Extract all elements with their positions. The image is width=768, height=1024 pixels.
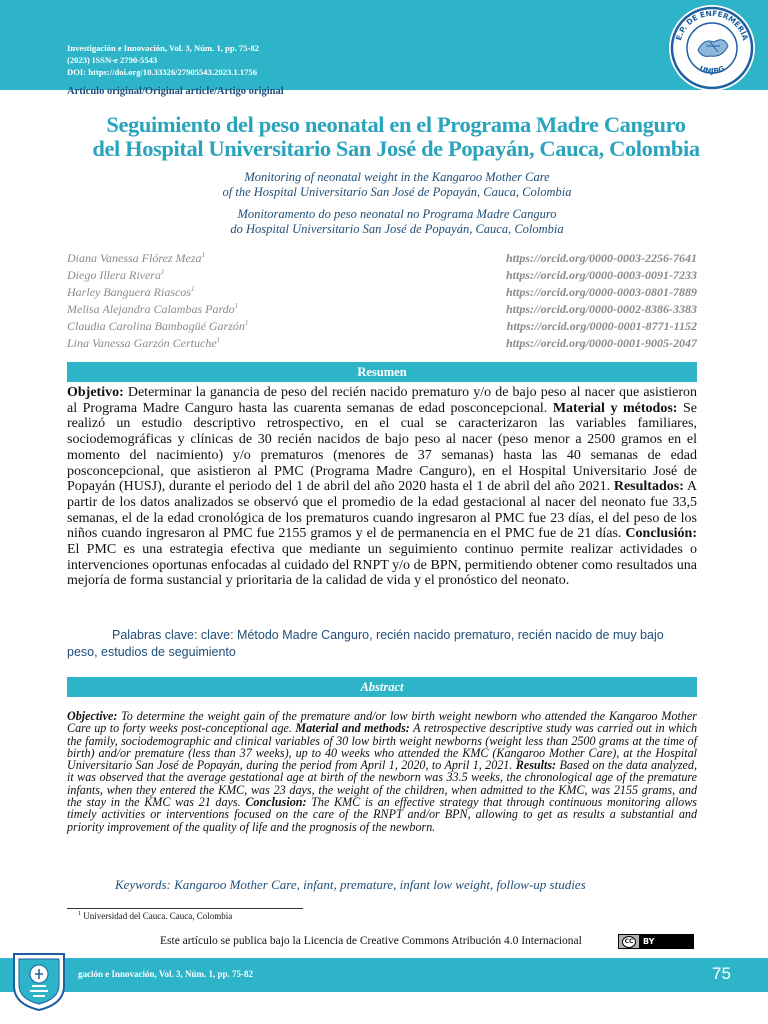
footnote-divider <box>67 908 303 909</box>
subtitle-en-line-1: Monitoring of neonatal weight in the Kangaroo Mother Care <box>244 170 550 184</box>
title-line-1: Seguimiento del peso neonatal en el Programa Madre Canguro <box>106 112 686 137</box>
subtitle-portuguese <box>60 207 734 237</box>
author-name: Claudia Carolina Bambagüé Garzón$^1$ <box>67 319 249 333</box>
resumen-heading: Resumen <box>67 362 697 382</box>
author-name: Melisa Alejandra Calambas Pardo$^1$ <box>67 302 239 316</box>
logo-text-top: E.P. DE ENFERMERÍA <box>674 8 750 42</box>
journal-citation: Investigación e Innovación, Vol. 3, Núm. 1, pp. 75-82 <box>67 43 259 53</box>
author-list <box>67 251 697 353</box>
journal-info <box>67 42 259 78</box>
resumen-text: Objetivo: Determinar la ganancia de peso del recién nacido prematuro y/o de bajo peso al nacer que asistieron al Programa Madre Canguro hasta las cuarenta semanas de edad posconcepcional. Material y métodos: Se realizó un estudio descriptivo retrospectivo, en el cual se caracterizaron las variables familiares, sociodemográficas y clínicas de 30 recién nacidos de bajo peso al nacer (peso menor a 2500 gramos en el momento del nacimiento) y/o prematuros (menores de 37 semanas) hasta las 40 semanas de edad posconcepcional, que asistieron al PMC (Programa Madre Canguro), en el Hospital Universitario José de Popayán (HUSJ), durante el periodo del 1 de abril del año 2020 hasta el 1 de abril del año 2021. Resultados: A partir de los datos analizados se observó que el promedio de la edad gestacional al nacer del neonato fue 33,5 semanas, el de la edad cronológica de los prematuros cuando ingresaron al PMC fue 23 días, el del peso de los niños cuando ingresaron al PMC fue 2155 gramos y el de permanencia en el PMC fue de 21 días. Conclusión: El PMC es una estrategia efectiva que mediante un seguimiento continuo permite realizar actividades o intervenciones oportunas enfocadas al cuidado del RNPT y/o de BPN, permitiendo obtener como resultados una mejoría de forma sustancial y prioritaria de la calidad de vida y el pronóstico del neonato. <box>67 385 697 589</box>
subtitle-pt-line-2: do Hospital Universitario San José de Popayán, Cauca, Colombia <box>230 222 564 236</box>
license-text: Este artículo se publica bajo la Licencia de Creative Commons Atribución 4.0 Internacional <box>160 935 582 947</box>
keywords-english: Keywords: Kangaroo Mother Care, infant, premature, infant low weight, follow-up studies <box>115 877 586 892</box>
author-row <box>67 319 697 336</box>
author-name: Harley Banguera Riascos$^1$ <box>67 285 195 299</box>
page-number: 75 <box>712 964 731 983</box>
author-orcid-link[interactable]: https://orcid.org/0000-0003-0091-7233 <box>506 268 697 282</box>
author-orcid-link[interactable]: https://orcid.org/0000-0003-2256-7641 <box>506 251 697 265</box>
article-type: Artículo original/Original article/Artigo original <box>67 86 284 97</box>
cc-by-badge[interactable] <box>618 934 694 949</box>
subtitle-english <box>60 170 734 200</box>
university-crest-icon <box>10 950 68 1012</box>
nursing-school-logo <box>666 2 758 94</box>
subtitle-pt-line-1: Monitoramento do peso neonatal no Programa Madre Canguro <box>237 207 557 221</box>
subtitle-en-line-2: of the Hospital Universitario San José de Popayán, Cauca, Colombia <box>222 185 572 199</box>
author-row <box>67 285 697 302</box>
title-line-2: del Hospital Universitario San José de Popayán, Cauca, Colombia <box>92 136 700 161</box>
author-orcid-link[interactable]: https://orcid.org/0000-0003-0801-7889 <box>506 285 697 299</box>
author-orcid-link[interactable]: https://orcid.org/0000-0002-8386-3383 <box>506 302 697 316</box>
author-row <box>67 268 697 285</box>
footer-journal-info: gación e Innovación, Vol. 3, Núm. 1, pp. 75-82 <box>78 969 254 979</box>
footnote: $^1$ Universidad del Cauca. Cauca, Colombia <box>78 911 233 921</box>
journal-doi[interactable]: DOI: https://doi.org/10.33326/27905543.2023.1.1756 <box>67 67 258 77</box>
author-name: Lina Vanessa Garzón Certuche$^1$ <box>67 336 221 350</box>
logo-text-bottom: UNJBG <box>698 63 726 76</box>
author-orcid-link[interactable]: https://orcid.org/0000-0001-8771-1152 <box>506 319 697 333</box>
author-name: Diego Illera Rivera$^1$ <box>67 268 165 282</box>
abstract-heading: Abstract <box>67 677 697 697</box>
author-row <box>67 251 697 268</box>
author-row <box>67 336 697 353</box>
by-icon: BY <box>639 935 693 948</box>
article-title <box>30 113 762 161</box>
author-orcid-link[interactable]: https://orcid.org/0000-0001-9005-2047 <box>506 336 697 350</box>
cc-icon: CC <box>622 936 636 948</box>
keywords-spanish: Palabras clave: clave: Método Madre Canguro, recién nacido prematuro, recién nacido de muy bajo peso, estudios de seguimiento <box>67 628 664 659</box>
journal-issn: (2023) ISSN-e 2790-5543 <box>67 55 158 65</box>
abstract-text: Objective: To determine the weight gain of the premature and/or low birth weight newborn who attended the Kangaroo Mother Care up to forty weeks post-conceptional age. Material and methods: A retrospective descriptive study was carried out in which the family, sociodemographic and clinical variables of 30 low birth weight newborns (weight less than 2500 grams at the time of birth) and/or premature (less than 37 weeks), up to 40 weeks who attended the KMC (Kangaroo Mother Care), at the Hospital Universitario San José de Popayán, during the period from April 1, 2020, to April 1, 2021. Results: Based on the data analyzed, it was observed that the average gestational age at birth of the newborn was 33.5 weeks, the chronological age of the premature infants, when they entered the KMC, was 23 days, the weight of the children, when admitted to the KMC, was 2155 grams, and the stay in the KMC was 21 days. Conclusion: The KMC is an effective strategy that through continuous monitoring allows timely activities or interventions focused on the care of the RNPT and/or BPN, allowing to get as results a substantial and priority improvement of the quality of life and the prognosis of the newborn. <box>67 709 697 834</box>
author-row <box>67 302 697 319</box>
author-name: Diana Vanessa Flórez Meza$^1$ <box>67 251 206 265</box>
